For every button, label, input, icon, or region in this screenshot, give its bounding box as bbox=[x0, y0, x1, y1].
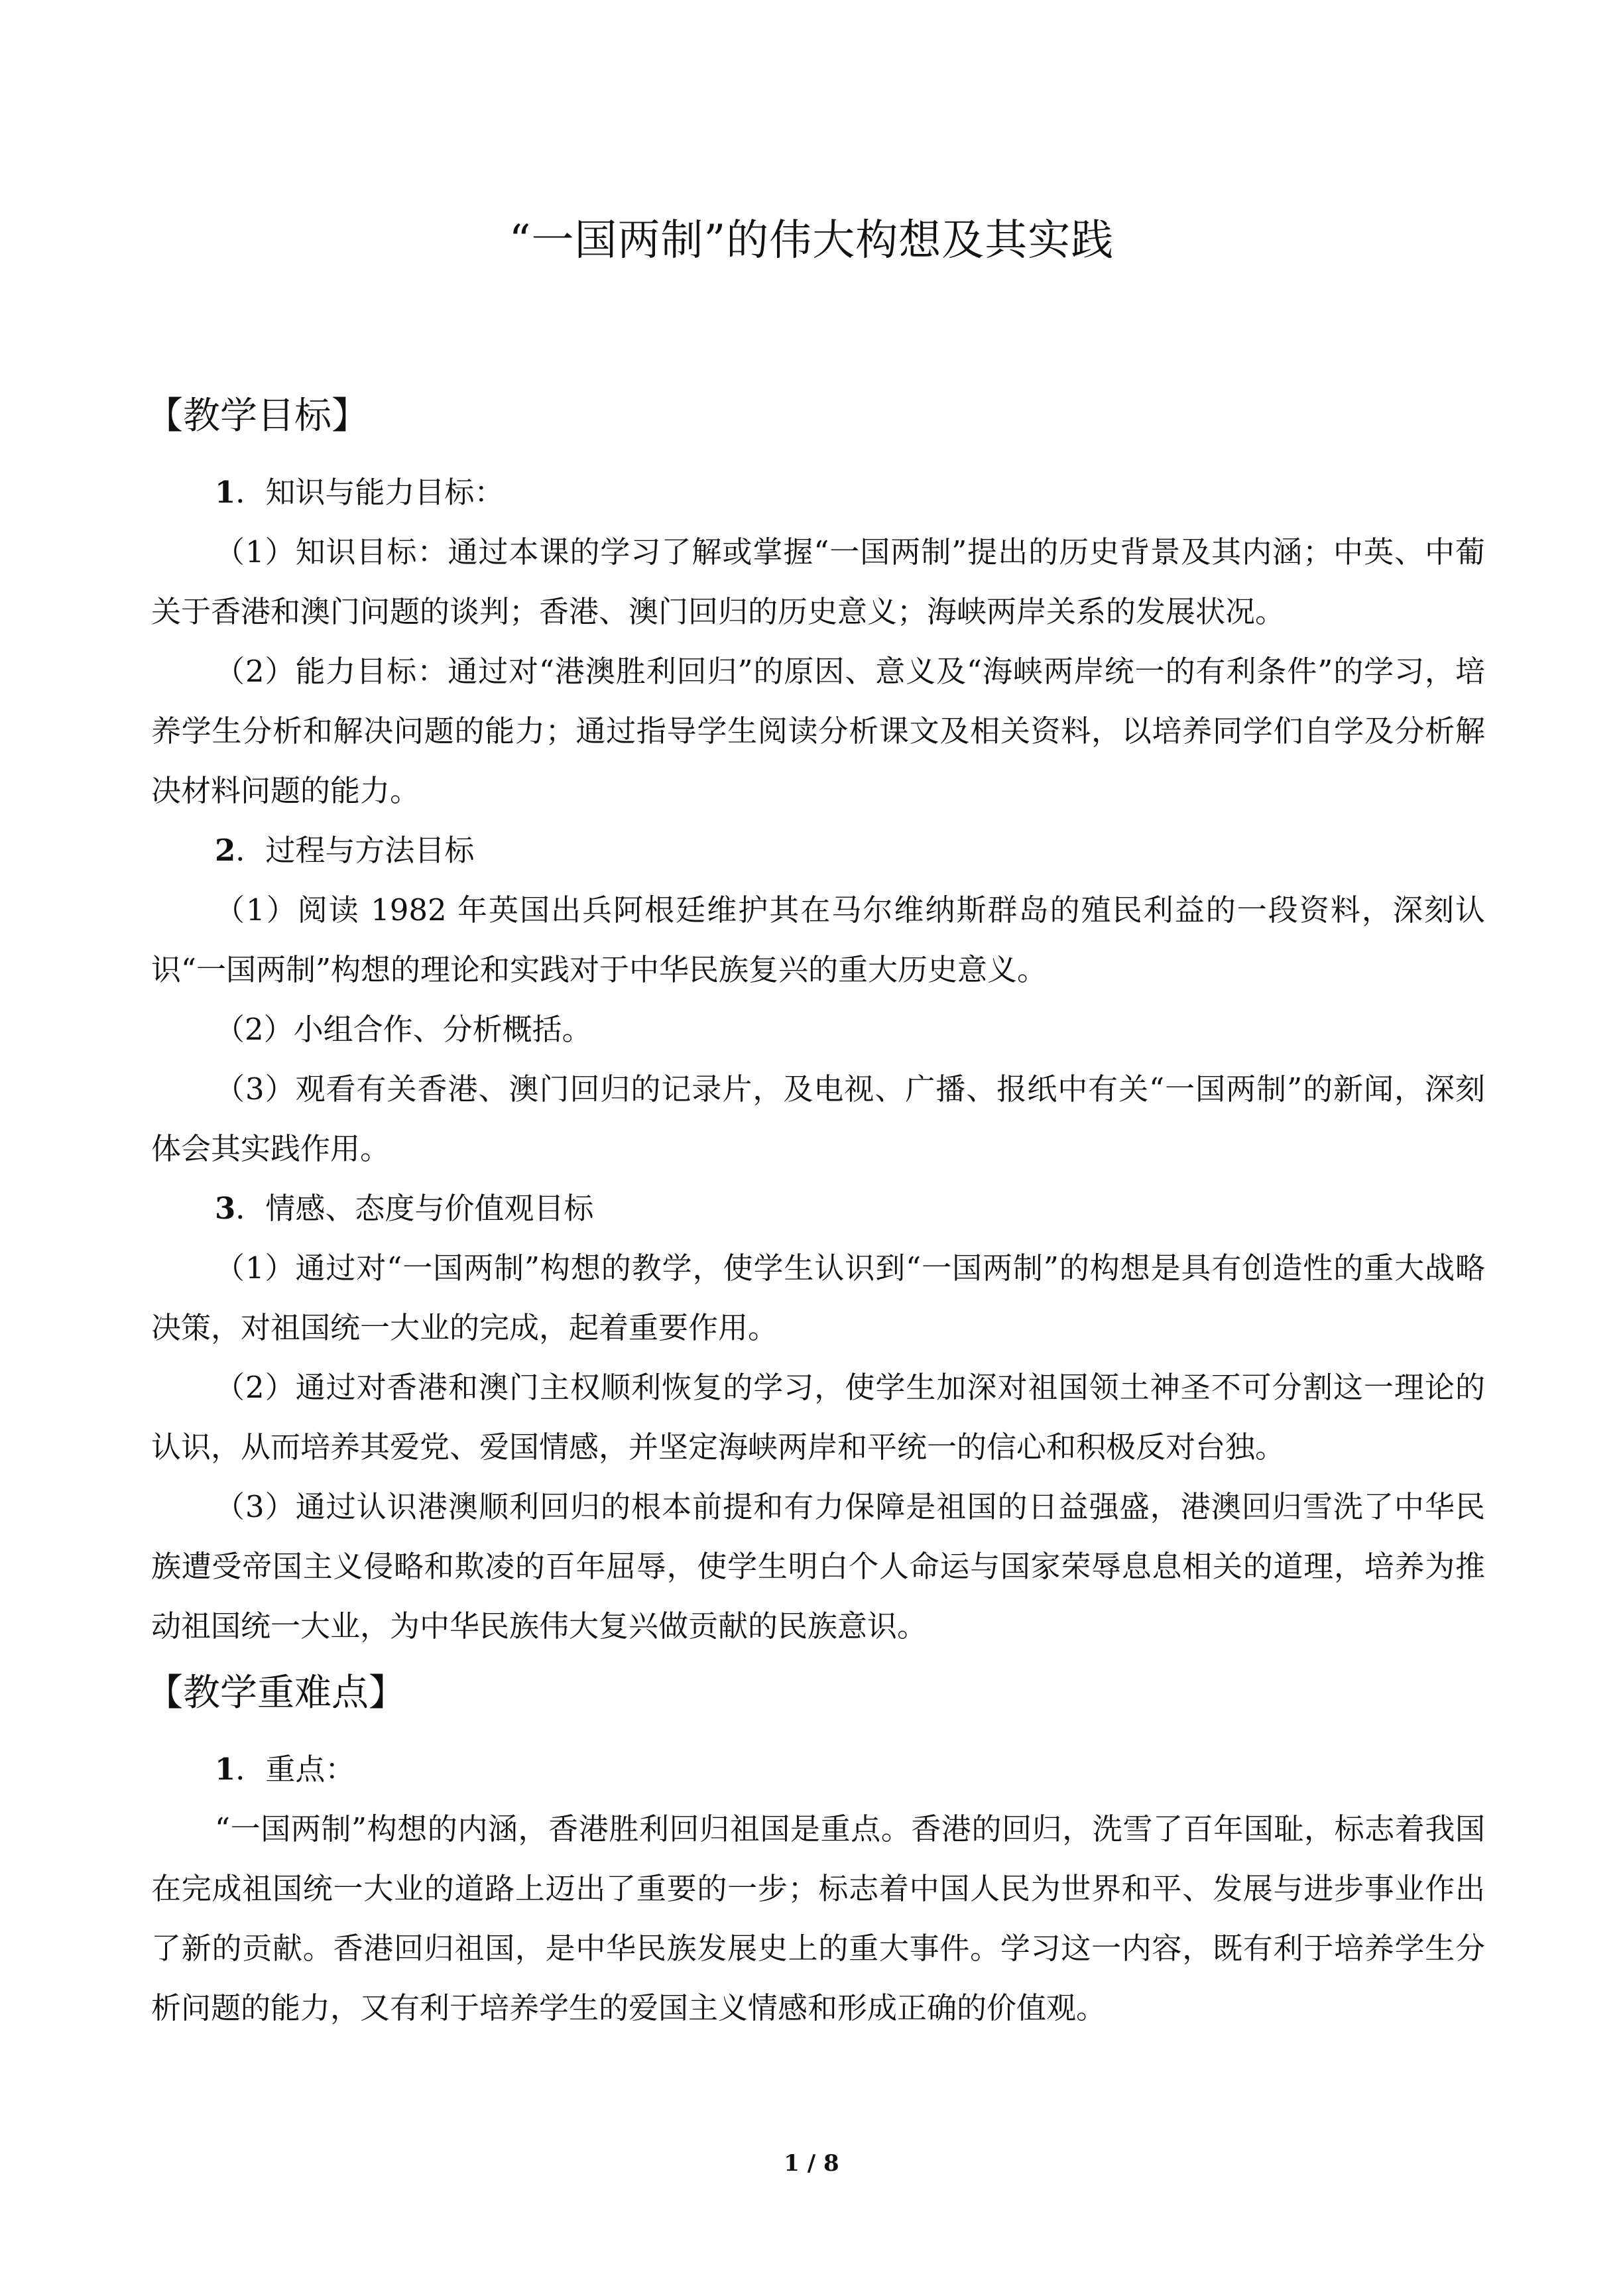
subheading-knowledge-ability bbox=[151, 463, 1485, 522]
paragraph-key-point: “一国两制”构想的内涵，香港胜利回归祖国是重点。香港的回归，洗雪了百年国耻，标志着我国在完成祖国统一大业的道路上迈出了重要的一步；标志着中国人民为世界和平、发展与进步事业作出了新的贡献。香港回归祖国，是中华民族发展史上的重大事件。学习这一内容，既有利于培养学生分析问题的能力，又有利于培养学生的爱国主义情感和形成正确的价值观。 bbox=[151, 1811, 1485, 2025]
paragraph-ability-goal: （2）能力目标：通过对“港澳胜利回归”的原因、意义及“海峡两岸统一的有利条件”的学习，培养学生分析和解决问题的能力；通过指导学生阅读分析课文及相关资料，以培养同学们自学及分析解决材料问题的能力。 bbox=[151, 654, 1485, 808]
section-heading-key-points: 【教学重难点】 bbox=[146, 1671, 406, 1715]
page-title: “一国两制”的伟大构想及其实践 bbox=[509, 216, 1114, 265]
document-body bbox=[146, 385, 1485, 2038]
paragraph-knowledge-goal: （1）知识目标：通过本课的学习了解或掌握“一国两制”提出的历史背景及其内涵；中英、中葡关于香港和澳门问题的谈判；香港、澳门回归的历史意义；海峡两岸关系的发展状况。 bbox=[151, 534, 1485, 629]
paragraph-emotion-1: （1）通过对“一国两制”构想的教学，使学生认识到“一国两制”的构想是具有创造性的重大战略决策，对祖国统一大业的完成，起着重要作用。 bbox=[151, 1250, 1485, 1345]
subheading-number: 2 bbox=[215, 833, 236, 868]
subheading-label: ．过程与方法目标 bbox=[235, 833, 475, 868]
subheading-label: ．情感、态度与价值观目标 bbox=[235, 1191, 594, 1226]
subheading-label: ．知识与能力目标： bbox=[235, 475, 505, 510]
subheading-number: 1 bbox=[215, 475, 236, 510]
paragraph-emotion-2: （2）通过对香港和澳门主权顺利恢复的学习，使学生加深对祖国领土神圣不可分割这一理论的认识，从而培养其爱党、爱国情感，并坚定海峡两岸和平统一的信心和积极反对台独。 bbox=[151, 1370, 1485, 1465]
paragraph-process-3: （3）观看有关香港、澳门回归的记录片，及电视、广播、报纸中有关“一国两制”的新闻，深刻体会其实践作用。 bbox=[151, 1071, 1485, 1166]
section-heading-objectives: 【教学目标】 bbox=[146, 394, 369, 438]
paragraph-process-1: （1）阅读 1982 年英国出兵阿根廷维护其在马尔维纳斯群岛的殖民利益的一段资料，深刻认识“一国两制”构想的理论和实践对于中华民族复兴的重大历史意义。 bbox=[151, 892, 1485, 987]
subheading-process-method bbox=[151, 821, 1485, 880]
page-number: 1 / 8 bbox=[784, 2150, 839, 2177]
subheading-number: 3 bbox=[215, 1191, 236, 1226]
paragraph-emotion-3: （3）通过认识港澳顺利回归的根本前提和有力保障是祖国的日益强盛，港澳回归雪洗了中华民族遭受帝国主义侵略和欺凌的百年屈辱，使学生明白个人命运与国家荣辱息息相关的道理，培养为推动祖国统一大业，为中华民族伟大复兴做贡献的民族意识。 bbox=[151, 1489, 1485, 1644]
subheading-number: 1 bbox=[215, 1752, 236, 1787]
subheading-label: ．重点： bbox=[235, 1752, 355, 1787]
subheading-emotion-values bbox=[151, 1179, 1485, 1239]
subheading-key-point bbox=[151, 1740, 1485, 1799]
paragraph-process-2: （2）小组合作、分析概括。 bbox=[215, 1012, 592, 1047]
